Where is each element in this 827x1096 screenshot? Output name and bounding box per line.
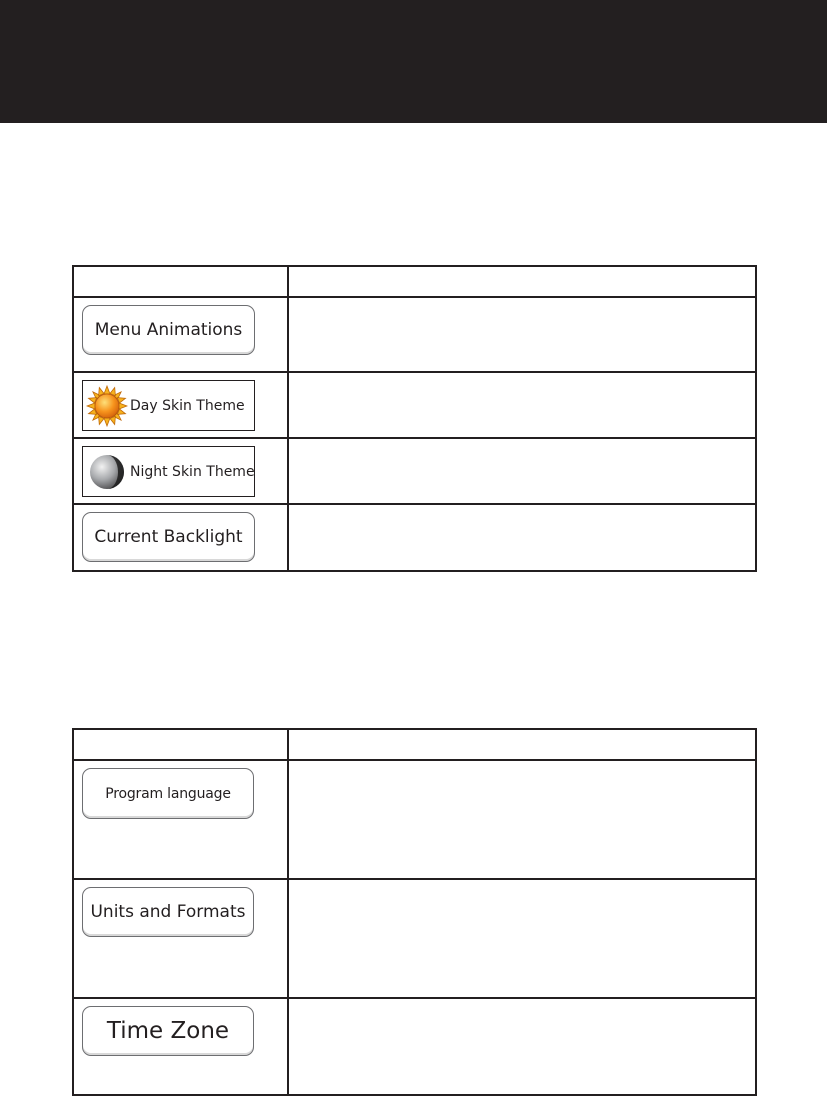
settings-table-display bbox=[72, 265, 757, 572]
description-cell bbox=[288, 998, 756, 1095]
button-label: Units and Formats bbox=[90, 902, 246, 922]
button-cell bbox=[73, 998, 288, 1095]
settings-table-regional bbox=[72, 728, 757, 1096]
button-cell bbox=[73, 297, 288, 372]
sun-icon bbox=[86, 385, 128, 427]
button-cell bbox=[73, 372, 288, 438]
table-row bbox=[73, 998, 756, 1095]
button-cell bbox=[73, 760, 288, 879]
moon-icon bbox=[86, 451, 128, 493]
button-cell bbox=[73, 879, 288, 998]
table-row bbox=[73, 879, 756, 998]
table-row bbox=[73, 372, 756, 438]
table-header-row bbox=[73, 266, 756, 297]
table-header-row bbox=[73, 729, 756, 760]
description-cell bbox=[288, 504, 756, 571]
header-cell-button bbox=[73, 266, 288, 297]
header-cell-description bbox=[288, 266, 756, 297]
table-row bbox=[73, 760, 756, 879]
button-label: Night Skin Theme bbox=[130, 463, 255, 480]
description-cell bbox=[288, 372, 756, 438]
table-row bbox=[73, 504, 756, 571]
button-cell bbox=[73, 438, 288, 504]
night-skin-theme-button[interactable] bbox=[82, 446, 255, 497]
header-bar bbox=[0, 0, 827, 123]
header-cell-button bbox=[73, 729, 288, 760]
button-cell bbox=[73, 504, 288, 571]
button-label: Time Zone bbox=[106, 1018, 230, 1044]
header-cell-description bbox=[288, 729, 756, 760]
description-cell bbox=[288, 438, 756, 504]
table-row bbox=[73, 438, 756, 504]
day-skin-theme-button[interactable] bbox=[82, 380, 255, 431]
table-row bbox=[73, 297, 756, 372]
description-cell bbox=[288, 879, 756, 998]
units-and-formats-button[interactable] bbox=[82, 887, 254, 937]
button-label: Day Skin Theme bbox=[130, 397, 245, 414]
description-cell bbox=[288, 760, 756, 879]
current-backlight-button[interactable] bbox=[82, 512, 255, 562]
time-zone-button[interactable] bbox=[82, 1006, 254, 1056]
menu-animations-button[interactable] bbox=[82, 305, 255, 355]
program-language-button[interactable] bbox=[82, 768, 254, 819]
description-cell bbox=[288, 297, 756, 372]
button-label: Menu Animations bbox=[94, 320, 243, 340]
button-label: Program language bbox=[105, 785, 231, 802]
button-label: Current Backlight bbox=[94, 527, 243, 547]
